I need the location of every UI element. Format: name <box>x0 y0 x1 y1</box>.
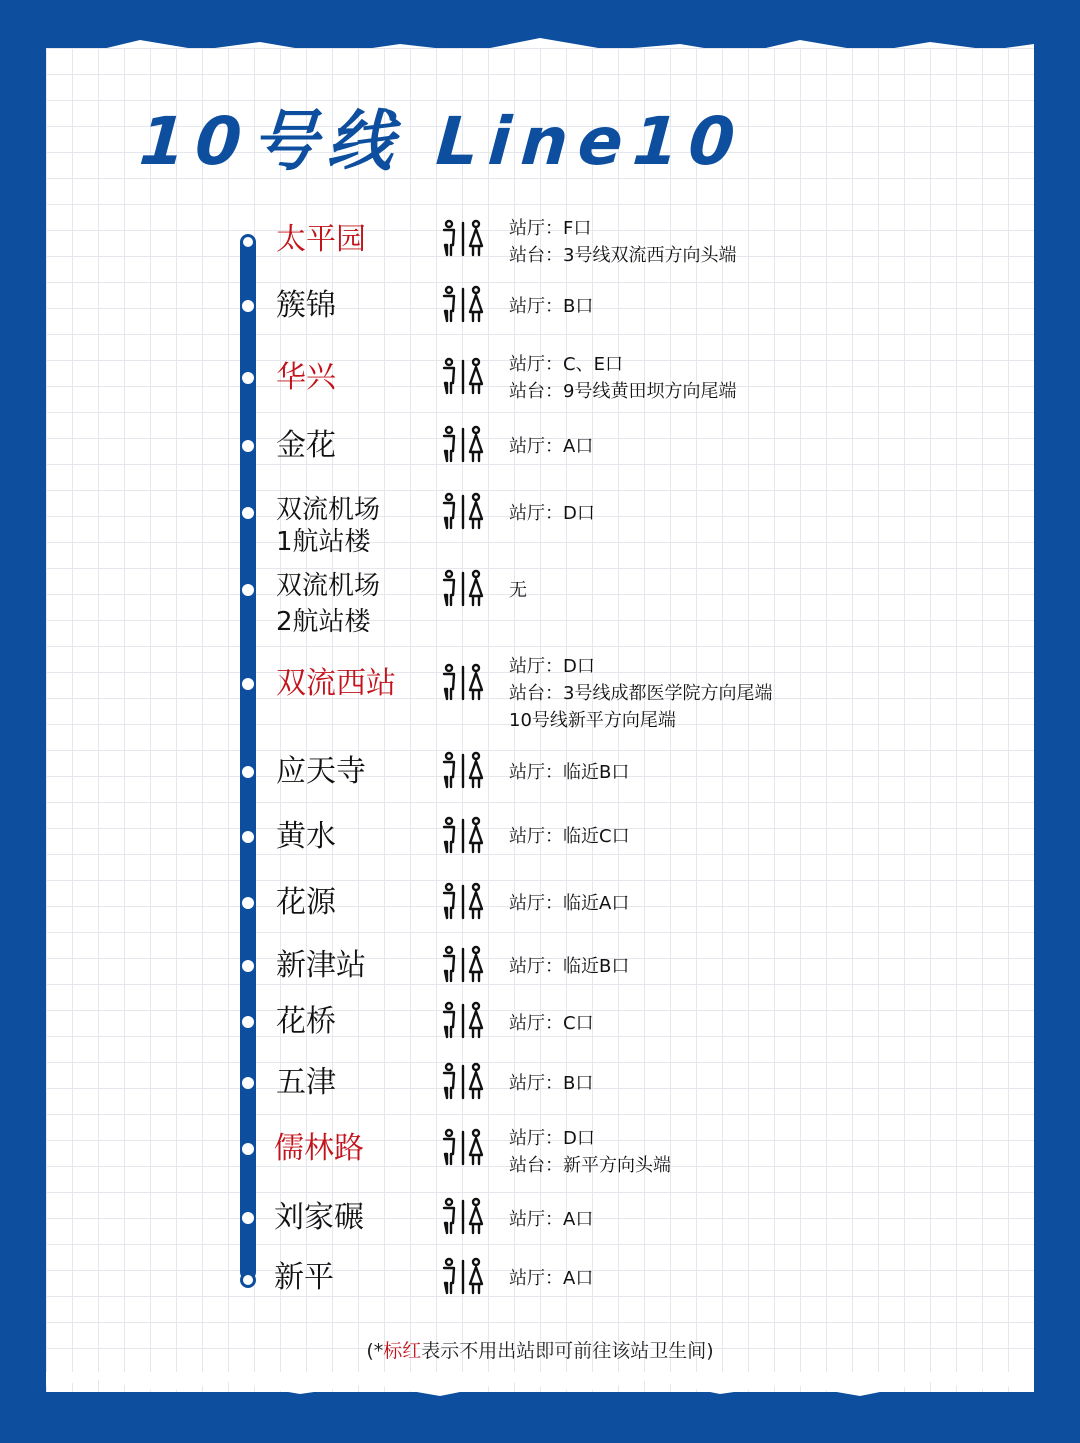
station-restroom-info <box>509 293 593 320</box>
station-restroom-info <box>509 1070 593 1097</box>
info-line: 站厅：临近B口 <box>509 762 630 783</box>
info-line: 站厅：B口 <box>509 1073 594 1094</box>
station-name: 儒林路 <box>274 1131 364 1166</box>
station-restroom-info <box>509 215 736 269</box>
info-line: 站厅：临近C口 <box>509 826 630 847</box>
info-line: 站厅：A口 <box>509 436 594 457</box>
station-name: 华兴 <box>276 360 336 395</box>
station-restroom-info <box>509 759 629 786</box>
station-stop-dot <box>240 234 256 250</box>
info-line: 站厅：A口 <box>509 1209 594 1230</box>
station-name: 新平 <box>274 1260 334 1295</box>
restroom-icon <box>440 816 486 856</box>
info-line: 站厅：临近A口 <box>509 893 630 914</box>
station-name: 应天寺 <box>276 754 366 789</box>
station-restroom-info <box>509 953 629 980</box>
station-name: 金花 <box>276 428 336 463</box>
footnote-highlight: 标红 <box>383 1340 422 1362</box>
station-stop-dot <box>242 584 254 596</box>
info-line: 站厅：C口 <box>509 1013 594 1034</box>
restroom-icon <box>440 663 486 703</box>
restroom-icon <box>440 357 486 397</box>
restroom-icon <box>440 1257 486 1297</box>
station-stop-dot <box>242 1212 254 1224</box>
info-line: 站厅：B口 <box>509 296 594 317</box>
restroom-icon <box>440 1197 486 1237</box>
info-line: 站厅：D口 <box>509 1128 595 1149</box>
station-name <box>276 494 380 558</box>
station-restroom-info <box>509 823 630 850</box>
station-name: 新津站 <box>276 948 366 983</box>
info-line: 站台：新平方向头端 <box>509 1155 671 1176</box>
station-stop-dot <box>242 766 254 778</box>
station-stop-dot <box>242 1143 254 1155</box>
station-stop-dot <box>242 1077 254 1089</box>
station-stop-dot <box>242 1016 254 1028</box>
torn-paper-bottom-edge <box>0 1372 1080 1412</box>
restroom-icon <box>440 1001 486 1041</box>
station-name: 花源 <box>276 885 336 920</box>
page-title: 10号线 Line10 <box>136 103 748 180</box>
station-name-line: 1航站楼 <box>276 527 371 557</box>
station-stop-dot <box>242 678 254 690</box>
info-line: 站厅：F口 <box>509 218 592 239</box>
station-name <box>276 570 380 638</box>
station-stop-dot <box>242 300 254 312</box>
station-stop-dot <box>242 440 254 452</box>
footnote-open: (* <box>366 1340 384 1362</box>
restroom-icon <box>440 569 486 609</box>
station-stop-dot <box>242 897 254 909</box>
station-name-line: 双流机场 <box>276 495 381 525</box>
station-stop-dot <box>242 372 254 384</box>
station-restroom-info <box>509 433 593 460</box>
info-line: 站台：9号线黄田坝方向尾端 <box>509 381 737 402</box>
footnote-text: 表示不用出站即可前往该站卫生间) <box>421 1340 714 1362</box>
restroom-icon <box>440 751 486 791</box>
station-name-line: 2航站楼 <box>276 607 371 637</box>
station-stop-dot <box>242 831 254 843</box>
station-restroom-info <box>509 351 736 405</box>
station-name-line: 双流机场 <box>276 571 381 601</box>
station-restroom-info <box>509 500 595 527</box>
station-stop-dot <box>242 960 254 972</box>
info-line: 站厅：D口 <box>509 656 595 677</box>
info-line: 10号线新平方向尾端 <box>509 710 676 731</box>
restroom-icon <box>440 425 486 465</box>
station-restroom-info <box>509 577 527 604</box>
station-restroom-info <box>509 1206 593 1233</box>
info-line: 无 <box>509 580 527 601</box>
station-name: 双流西站 <box>276 666 396 701</box>
station-stop-dot <box>242 507 254 519</box>
restroom-icon <box>440 492 486 532</box>
restroom-icon <box>440 285 486 325</box>
station-restroom-info <box>509 1010 594 1037</box>
info-line: 站台：3号线成都医学院方向尾端 <box>509 683 773 704</box>
restroom-icon <box>440 219 486 259</box>
station-name: 黄水 <box>276 819 336 854</box>
info-line: 站厅：C、E口 <box>509 354 623 375</box>
station-name: 花桥 <box>276 1004 336 1039</box>
station-restroom-info <box>509 1265 593 1292</box>
station-name: 太平园 <box>276 222 366 257</box>
station-name: 簇锦 <box>276 288 336 323</box>
station-restroom-info <box>509 653 772 734</box>
station-name: 刘家碾 <box>274 1200 364 1235</box>
info-line: 站厅：D口 <box>509 503 595 524</box>
station-restroom-info <box>509 890 629 917</box>
station-stop-dot <box>240 1272 256 1288</box>
restroom-icon <box>440 1128 486 1168</box>
restroom-icon <box>440 945 486 985</box>
info-line: 站厅：A口 <box>509 1268 594 1289</box>
station-name: 五津 <box>276 1065 336 1100</box>
info-line: 站台：3号线双流西方向头端 <box>509 245 737 266</box>
footnote <box>0 1336 1080 1363</box>
station-restroom-info <box>509 1125 671 1179</box>
line-track <box>240 236 256 1280</box>
restroom-icon <box>440 1062 486 1102</box>
info-line: 站厅：临近B口 <box>509 956 630 977</box>
restroom-icon <box>440 882 486 922</box>
